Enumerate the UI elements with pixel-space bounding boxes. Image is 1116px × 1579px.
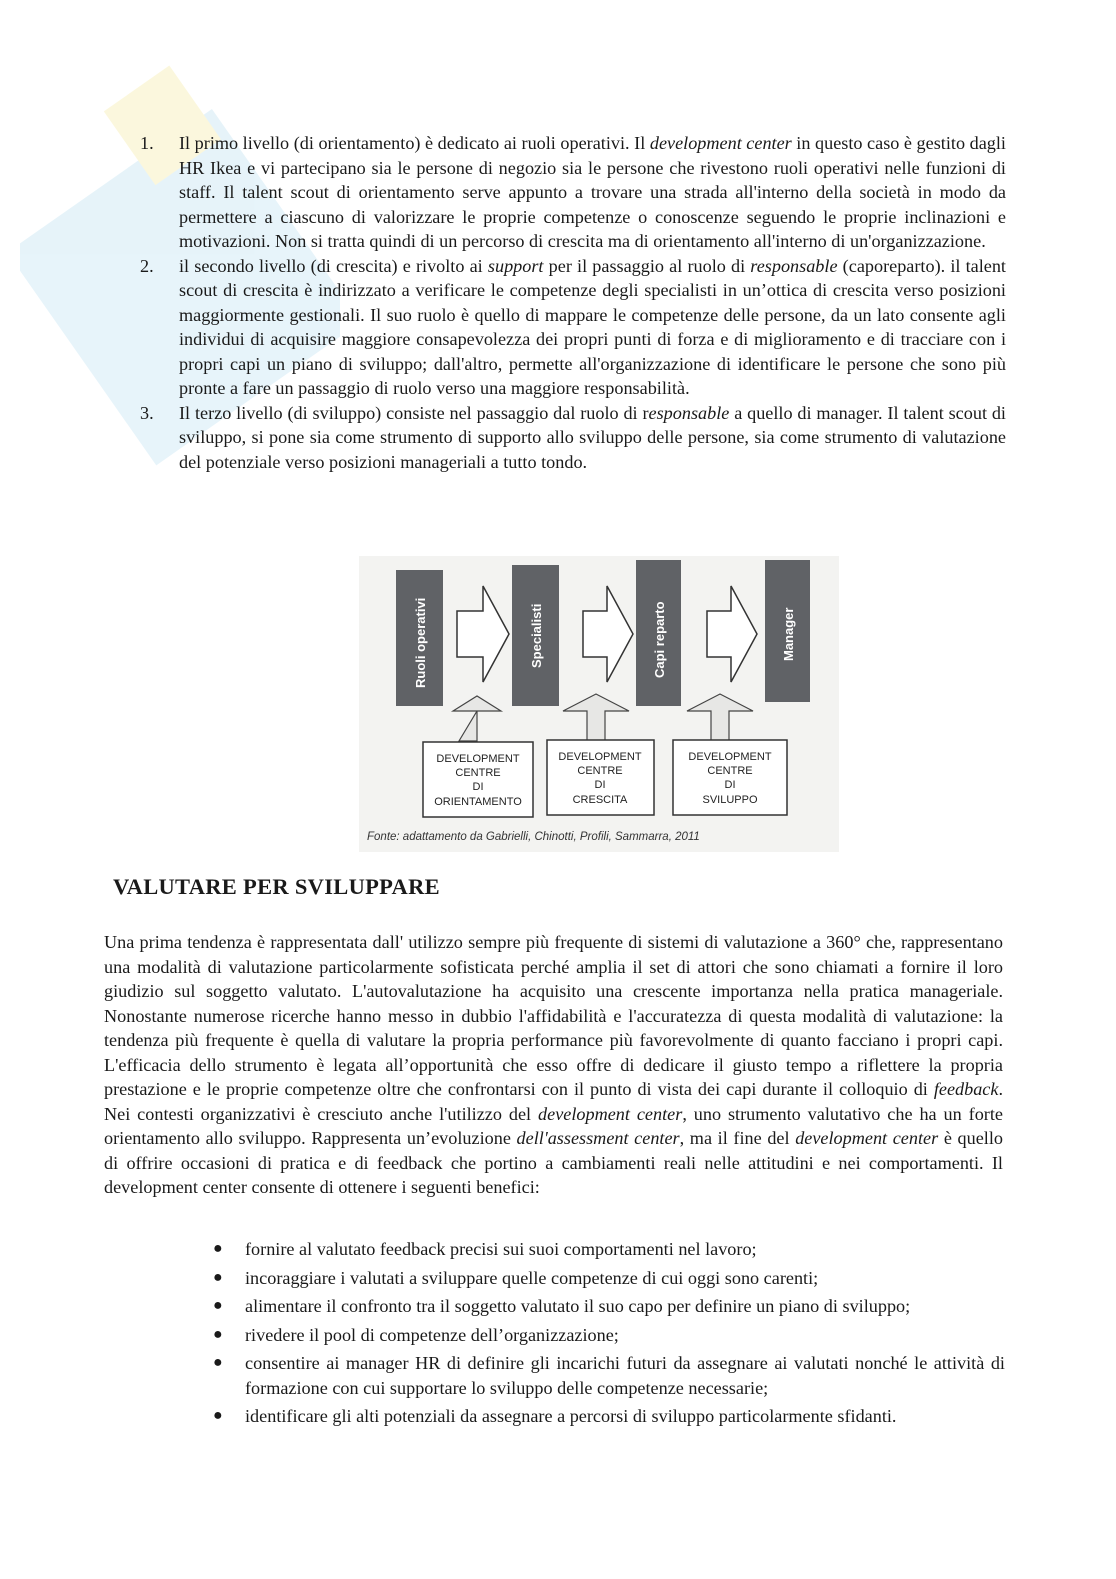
bullet-icon: ●	[213, 1268, 223, 1286]
up-arrow-icon	[453, 696, 501, 741]
right-arrow-icon	[707, 586, 757, 682]
list-text: Il terzo livello (di sviluppo) consiste nel passaggio dal ruolo di responsable a quello di manager. Il talent scout di sviluppo, si pone sia come strumento di supporto allo sviluppo delle persone, sia come strumento di valutazione del potenziale verso posizioni manageriali a tutto tondo.	[179, 402, 1006, 472]
list-number: 2.	[140, 255, 154, 276]
bullet-item	[210, 1237, 1005, 1262]
centre-line: SVILUPPO	[702, 794, 758, 806]
bullet-item	[210, 1404, 1005, 1429]
centre-line: CRESCITA	[572, 794, 628, 806]
list-text: il secondo livello (di crescita) e rivolto ai support per il passaggio al ruolo di responsable (caporeparto). il talent scout di crescita è indirizzato a verificare le competenze degli specialisti in un’ottica di crescita verso posizioni maggiormente gestionali. Il suo ruolo è quello di mappare le competenze delle persone, da un lato consente agli individui di acquisire maggiore consapevolezza dei propri punti di forza e di miglioramento e di tracciare con i propri capi un piano di sviluppo; dall'altro, permette all'organizzazione di identificare le persone che sono più pronte a fare un passaggio di ruolo verso una maggiore responsabilità.	[179, 255, 1006, 398]
list-item	[140, 401, 1006, 475]
centre-line: CENTRE	[577, 765, 623, 777]
benefits-list	[210, 1237, 1005, 1433]
development-centre-diagram	[359, 556, 839, 852]
bullet-icon: ●	[213, 1297, 223, 1314]
numbered-list	[140, 131, 1006, 474]
role-label: Manager	[781, 607, 796, 661]
list-item	[140, 254, 1006, 401]
up-arrow-icon	[563, 694, 629, 741]
role-label: Specialisti	[529, 603, 544, 668]
bullet-text: identificare gli alti potenziali da assegnare a percorsi di sviluppo particolarmente sfidanti.	[245, 1406, 897, 1426]
bullet-text: rivedere il pool di competenze dell’organizzazione;	[245, 1324, 619, 1345]
bullet-icon: ●	[213, 1240, 223, 1257]
centre-line: DEVELOPMENT	[558, 751, 642, 763]
bullet-icon: ●	[213, 1407, 223, 1424]
bullet-item	[210, 1266, 1005, 1291]
centre-line: CENTRE	[707, 765, 753, 777]
bullet-item	[210, 1323, 1005, 1348]
list-item	[140, 131, 1006, 254]
centre-line: ORIENTAMENTO	[434, 796, 522, 808]
centre-line: DEVELOPMENT	[688, 751, 772, 763]
bullet-item	[210, 1294, 1005, 1319]
centre-line: CENTRE	[455, 767, 501, 779]
figure-caption: Fonte: adattamento da Gabrielli, Chinotti, Profili, Sammarra, 2011	[367, 831, 700, 843]
centre-line: DEVELOPMENT	[436, 753, 520, 765]
role-label: Capi reparto	[652, 601, 667, 678]
centre-line: DI	[594, 779, 606, 791]
list-number: 3.	[140, 402, 154, 423]
right-arrow-icon	[457, 586, 509, 682]
bullet-icon: ●	[213, 1325, 223, 1343]
centre-line: DI	[724, 779, 736, 791]
bullet-item	[210, 1351, 1005, 1400]
centre-line: DI	[472, 781, 484, 793]
up-arrow-icon	[687, 694, 753, 741]
list-text: Il primo livello (di orientamento) è dedicato ai ruoli operativi. Il development center in questo caso è gestito dagli HR Ikea e vi partecipano sia le persone di negozio sia le persone che rivestono ruoli operativi nelle funzioni di staff. Il talent scout di orientamento serve appunto a trovare una strada all'interno della società in modo da permettere a ciascuno di valorizzare le proprie competenze o conoscenze seguendo le proprie inclinazioni e motivazioni. Non si tratta quindi di un percorso di crescita ma di orientamento all'interno di un'organizzazione.	[179, 133, 1006, 251]
bullet-icon: ●	[213, 1354, 223, 1371]
list-number: 1.	[140, 133, 154, 153]
bullet-text: consentire ai manager HR di definire gli incarichi futuri da assegnare ai valutati nonché le attività di formazione con cui supportare lo sviluppo delle competenze necessarie;	[245, 1353, 1005, 1398]
bullet-text: fornire al valutato feedback precisi sui suoi comportamenti nel lavoro;	[245, 1239, 757, 1259]
body-paragraph: Una prima tendenza è rappresentata dall' utilizzo sempre più frequente di sistemi di valutazione a 360° che, rappresentano una modalità di valutazione particolarmente sofisticata perché amplia il set di attori che sono chiamati a fornire il loro giudizio sul soggetto valutato. L'autovalutazione ha acquisito una crescente importanza nella pratica manageriale. Nonostante numerose ricerche hanno messo in dubbio l'affidabilità e l'accuratezza di questa modalità di valutazione: la tendenza più frequente è quella di valutare la propria performance più favorevolmente di quanto facciano i propri capi. L'efficacia dello strumento è legata all’opportunità che esso offre di dedicare il giusto tempo a riflettere la propria prestazione e le proprie competenze oltre che confrontarsi con il punto di vista dei capi durante il colloquio di feedback. Nei contesti organizzativi è cresciuto anche l'utilizzo del development center, uno strumento valutativo che ha un forte orientamento allo sviluppo. Rappresenta un’evoluzione dell'assessment center, ma il fine del development center è quello di offrire occasioni di pratica e di feedback che portino a cambiamenti reali nelle attitudini e nei comportamenti. Il development center consente di ottenere i seguenti benefici:	[104, 932, 1003, 1197]
bullet-text: incoraggiare i valutati a sviluppare quelle competenze di cui oggi sono carenti;	[245, 1267, 819, 1288]
role-label: Ruoli operativi	[413, 597, 428, 688]
section-title: VALUTARE PER SVILUPPARE	[113, 874, 440, 899]
bullet-text: alimentare il confronto tra il soggetto valutato il suo capo per definire un piano di sviluppo;	[245, 1296, 911, 1316]
right-arrow-icon	[583, 586, 633, 682]
